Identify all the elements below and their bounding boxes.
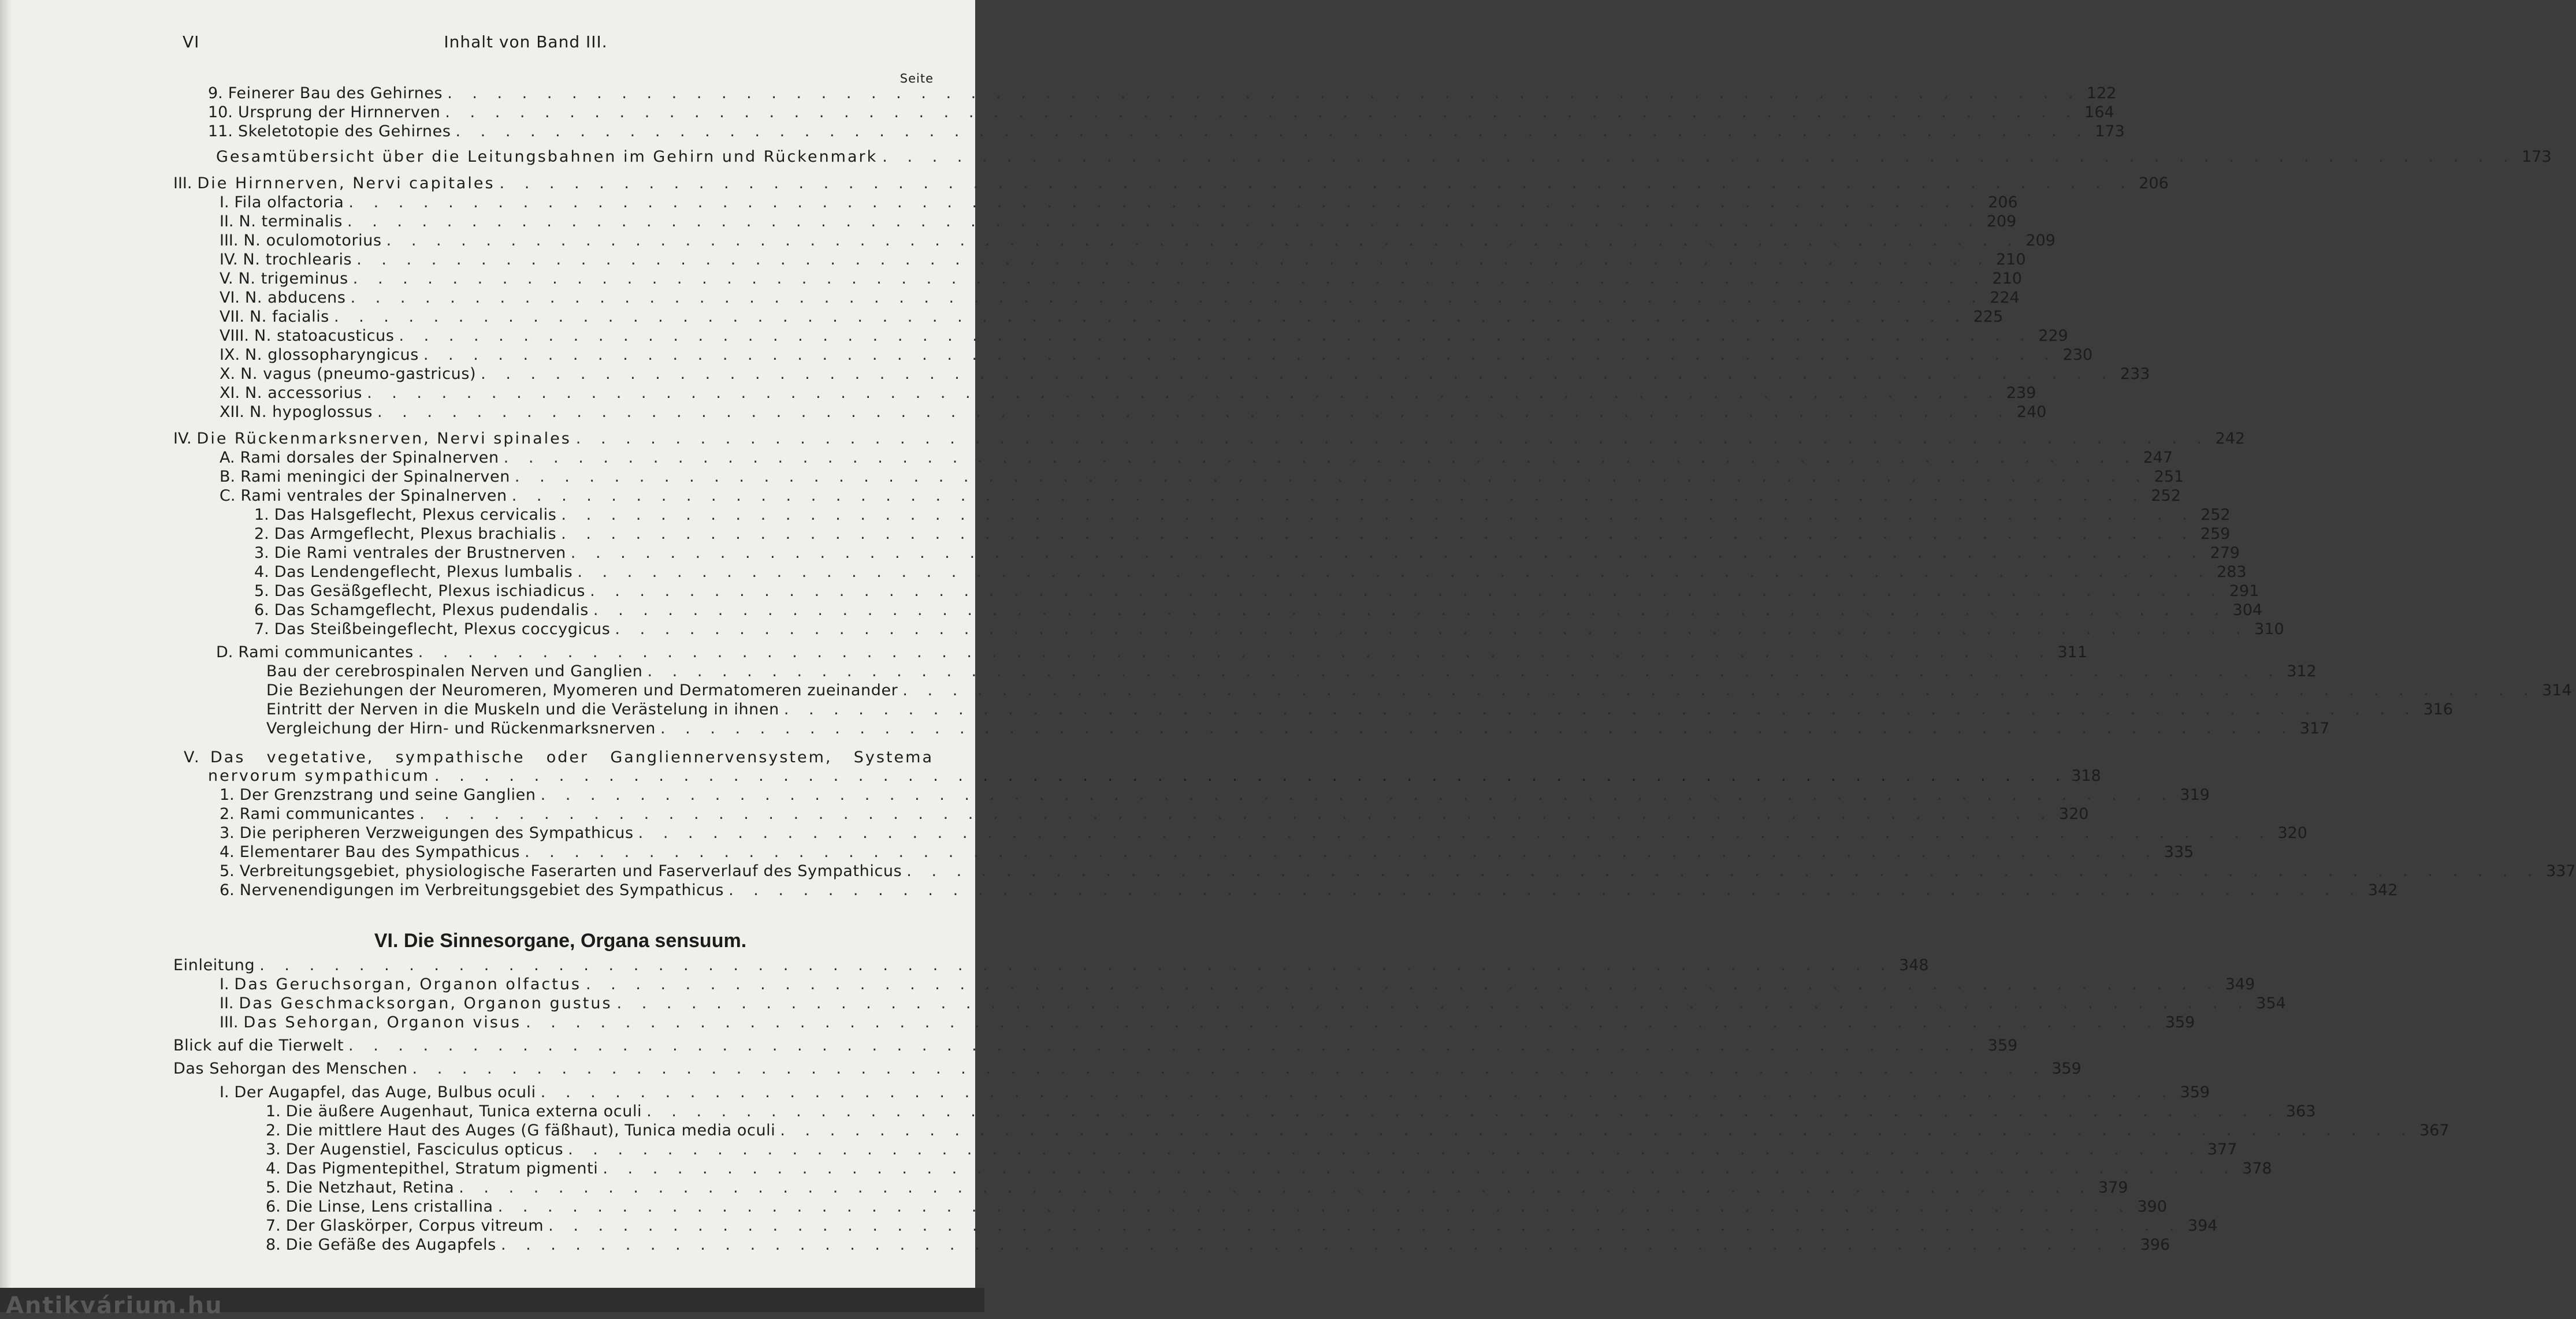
dot-leader: . . . . . . . . . . . . . . . . . . . . . . . . . . . . . . . . . . . . . . . . . . . . . . . . . . . . . . . . . . . . . . . . . . (511, 487, 2146, 505)
toc-entry-number: B. (220, 468, 236, 486)
toc-entry-label: Das Gesäßgeflecht, Plexus ischiadicus (274, 582, 586, 600)
toc-entry-label: Elementarer Bau des Sympathicus (239, 843, 520, 861)
toc-entry (220, 270, 2023, 288)
toc-entry-label: N. oculomotorius (243, 232, 382, 249)
dot-leader: . . . . . . . . . . . . . . . . . . . . . . . . . . . . . . . . . . . . . . . . . . . . . . . . . . . . . . . . . . . . . . . . . . (434, 767, 2068, 785)
toc-entry-number: 6. (220, 881, 235, 899)
toc-entry-page: 247 (2143, 449, 2173, 467)
dot-leader: . . . . . . . . . . . . . . . . . . . . . . . . . . . . . . . . . . . . . . . . . . . . . . . . . . . . . . . . . . . . . . . . . . (780, 1121, 2414, 1139)
toc-entry-label: Das Pigmentepithel, Stratum pigmenti (285, 1160, 599, 1178)
toc-entry-number: 3. (220, 824, 235, 842)
toc-entry-number: 6. (266, 1198, 281, 1216)
toc-entry-page: 209 (2025, 232, 2055, 249)
toc-entry-number: XII. (220, 403, 245, 421)
toc-entry-label-line1: Das vegetative, sympathische oder Gangliennervensystem, Systema (210, 748, 934, 766)
dot-leader: . . . . . . . . . . . . . . . . . . . . . . . . . . . . . . . . . . . . . . . . . . . . . . . . . . . . . . . . . . . . . . . . . . (455, 122, 2089, 140)
toc-entry (220, 232, 2055, 250)
toc-entry-label: Das Sehorgan des Menschen (173, 1060, 408, 1078)
dot-leader: . . . . . . . . . . . . . . . . . . . . . . . . . . . . . . . . . . . . . . . . . . . . . . . . . . . . . . . . . . . . . . . . . . (646, 1102, 2280, 1120)
toc-entry (216, 643, 2088, 662)
toc-entry-label: Das Geruchsorgan, Organon olfactus (234, 975, 581, 993)
toc-entry-page: 320 (2058, 805, 2089, 823)
toc-entry-number: 1. (254, 506, 269, 524)
toc-entry-label: Das Sehorgan, Organon visus (243, 1014, 522, 1031)
toc-entry-number: 5. (254, 582, 269, 600)
dot-leader: . . . . . . . . . . . . . . . . . . . . . . . . . . . . . . . . . . . . . . . . . . . . . . . . . . . . . . . . . . . . . . . . . . (603, 1160, 2236, 1178)
dot-leader: . . . . . . . . . . . . . . . . . . . . . . . . . . . . . . . . . . . . . . . . . . . . . . . . . . . . . . . . . . . . . . . . . . (577, 563, 2211, 581)
toc-entry-page: 377 (2207, 1141, 2237, 1158)
dot-leader: . . . . . . . . . . . . . . . . . . . . . . . . . . . . . . . . . . . . . . . . . . . . . . . . . . . . . . . . . . . . . . . . . . (497, 1198, 2132, 1216)
toc-entry-label: Rami communicantes (238, 643, 414, 661)
toc-entry-label: Der Glaskörper, Corpus vitreum (285, 1217, 544, 1235)
toc-entry-page: 310 (2254, 620, 2284, 638)
toc-entry (220, 251, 2026, 269)
toc-entry-label: Das Halsgeflecht, Plexus cervicalis (274, 506, 557, 524)
toc-entry-label: Rami dorsales der Spinalnerven (240, 449, 499, 467)
toc-entry-number: 10. (208, 103, 233, 121)
toc-entry-number: I. (220, 1083, 229, 1101)
toc-entry (254, 563, 2247, 582)
dot-leader: . . . . . . . . . . . . . . . . . . . . . . . . . . . . . . . . . . . . . . . . . . . . . . . . . . . . . . . . . . . . . . . . . . (615, 620, 2248, 638)
toc-entry-page: 229 (2038, 327, 2068, 345)
toc-entry (220, 193, 2018, 212)
watermark: Antikvárium.hu (6, 1292, 223, 1319)
toc-entry-page: 311 (2057, 643, 2088, 661)
toc-entry-page: 252 (2151, 487, 2181, 505)
dot-leader: . . . . . . . . . . . . . . . . . . . . . . . . . . . . . . . . . . . . . . . . . . . . . . . . . . . . . . . . . . . . . . . . . . (902, 681, 2536, 699)
toc-entry-label: Die Linse, Lens cristallina (285, 1198, 493, 1216)
toc-entry-label: N. terminalis (239, 213, 343, 230)
toc-entry-page: 359 (2165, 1014, 2195, 1031)
toc-entry-page: 319 (2180, 786, 2210, 804)
toc-entry-page: 210 (1995, 251, 2026, 269)
toc-entry-number: A. (220, 449, 235, 467)
toc-entry-number: 2. (254, 525, 269, 543)
dot-leader: . . . . . . . . . . . . . . . . . . . . . . . . . . . . . . . . . . . . . . . . . . . . . . . . . . . . . . . . . . . . . . . . . . (593, 601, 2227, 619)
toc-entry-label: Das Schamgeflecht, Plexus pudendalis (274, 601, 589, 619)
toc-entry-page: 363 (2285, 1102, 2316, 1120)
toc-entry-number: II. (220, 994, 234, 1012)
toc-entry-label: N. statoacusticus (254, 327, 395, 345)
toc-entry-number: II. (220, 213, 234, 230)
toc-entry-label: Ursprung der Hirnnerven (237, 103, 441, 121)
toc-entry-page: 122 (2086, 84, 2117, 102)
toc-entry (220, 449, 2173, 467)
toc-entry-page: 251 (2154, 468, 2184, 486)
toc-entry-page: 367 (2419, 1121, 2449, 1139)
toc-entry-number: X. (220, 365, 236, 383)
toc-entry-number: D. (216, 643, 233, 661)
dot-leader: . . . . . . . . . . . . . . . . . . . . . . . . . . . . . . . . . . . . . . . . . . . . . . . . . . . . . . . . . . . . . . . . . . (259, 956, 1893, 974)
dot-leader: . . . . . . . . . . . . . . . . . . . . . . . . . . . . . . . . . . . . . . . . . . . . . . . . . . . . . . . . . . . . . . . . . . (352, 270, 1987, 288)
toc-entry-page: 320 (2277, 824, 2307, 842)
toc-entry-label: Das Armgeflecht, Plexus brachialis (274, 525, 557, 543)
dot-leader: . . . . . . . . . . . . . . . . . . . . . . . . . . . . . . . . . . . . . . . . . . . . . . . . . . . . . . . . . . . . . . . . . . (412, 1060, 2046, 1078)
toc-entry-number: V. (184, 748, 201, 766)
toc-entry (266, 1198, 2168, 1216)
dot-leader: . . . . . . . . . . . . . . . . . . . . . . . . . . . . . . . . . . . . . . . . . . . . . . . . . . . . . . . . . . . . . . . . . . (514, 468, 2148, 486)
dot-leader: . . . . . . . . . . . . . . . . . . . . . . . . . . . . . . . . . . . . . . . . . . . . . . . . . . . . . . . . . . . . . . . . . . (347, 213, 1981, 230)
toc-entry-page: 252 (2200, 506, 2231, 524)
toc-entry (220, 1083, 2210, 1102)
toc-entry-page: 225 (1973, 308, 2003, 326)
toc-entry-page: 173 (2522, 148, 2552, 166)
page-number: VI (183, 32, 200, 51)
toc-entry-number: 4. (266, 1160, 281, 1178)
dot-leader: . . . . . . . . . . . . . . . . . . . . . . . . . . . . . . . . . . . . . . . . . . . . . . . . . . . . . . . . . . . . . . . . . . (660, 720, 2294, 737)
toc-entry (220, 881, 2398, 900)
toc-entry-label: Die Rami ventrales der Brustnerven (274, 544, 566, 562)
toc-entry-label: Vergleichung der Hirn- und Rückenmarksnerven (266, 720, 656, 737)
toc-entry-number: I. (220, 975, 229, 993)
toc-entry (173, 1060, 2081, 1078)
toc-entry-page: 312 (2287, 662, 2317, 680)
toc-entry-label: Verbreitungsgebiet, physiologische Faserarten und Faserverlauf des Sympathicus (239, 862, 902, 880)
dot-leader: . . . . . . . . . . . . . . . . . . . . . . . . . . . . . . . . . . . . . . . . . . . . . . . . . . . . . . . . . . . . . . . . . . (561, 506, 2195, 524)
toc-entry-label-line2: nervorum sympathicum (208, 767, 430, 785)
toc-entry-page: 394 (2187, 1217, 2218, 1235)
toc-entry-label: Der Grenzstrang und seine Ganglien (239, 786, 536, 804)
dot-leader: . . . . . . . . . . . . . . . . . . . . . . . . . . . . . . . . . . . . . . . . . . . . . . . . . . . . . . . . . . . . . . . . . . (423, 346, 2057, 364)
toc-entry (220, 213, 2017, 231)
toc-entry-page: 206 (2139, 174, 2169, 192)
toc-entry (208, 103, 2114, 122)
dot-leader: . . . . . . . . . . . . . . . . . . . . . . . . . . . . . . . . . . . . . . . . . . . . . . . . . . . . . . . . . . . . . . . . . . (570, 544, 2205, 562)
toc-entry-page: 242 (2215, 430, 2246, 448)
toc-entry-page: 230 (2062, 346, 2093, 364)
toc-entry-label: Das Lendengeflecht, Plexus lumbalis (274, 563, 573, 581)
toc-entry-page: 279 (2210, 544, 2240, 562)
toc-entry-label: Die Beziehungen der Neuromeren, Myomeren und Dermatomeren zueinander (266, 681, 898, 699)
toc-entry-label: Skeletotopie des Gehirnes (237, 122, 451, 140)
toc-entry-label: N. accessorius (245, 384, 363, 402)
toc-entry (173, 1037, 2018, 1055)
toc-entry (266, 720, 2330, 738)
toc-entry-label: Bau der cerebrospinalen Nerven und Ganglien (266, 662, 643, 680)
dot-leader: . . . . . . . . . . . . . . . . . . . . . . . . . . . . . . . . . . . . . . . . . . . . . . . . . . . . . . . . . . . . . . . . . . (647, 662, 2281, 680)
toc-entry-number: IV. (220, 251, 238, 269)
toc-entry (220, 824, 2307, 843)
toc-entry (266, 1236, 2170, 1254)
toc-entry (220, 327, 2068, 345)
toc-entry-label: Rami meningici der Spinalnerven (240, 468, 510, 486)
dot-leader: . . . . . . . . . . . . . . . . . . . . . . . . . . . . . . . . . . . . . . . . . . . . . . . . . . . . . . . . . . . . . . . . . . (350, 289, 1984, 307)
toc-entry-number: 3. (266, 1141, 281, 1158)
dot-leader: . . . . . . . . . . . . . . . . . . . . . . . . . . . . . . . . . . . . . . . . . . . . . . . . . . . . . . . . . . . . . . . . . . (333, 308, 1968, 326)
toc-entry-page: 240 (2016, 403, 2047, 421)
toc-entry (220, 786, 2210, 804)
toc-section-heading (173, 174, 2169, 193)
dot-leader: . . . . . . . . . . . . . . . . . . . . . . . . . . . . . . . . . . . . . . . . . . . . . . . . . . . . . . . . . . . . . . . . . . (590, 582, 2224, 600)
toc-entry-page: 164 (2084, 103, 2114, 121)
dot-leader: . . . . . . . . . . . . . . . . . . . . . . . . . . . . . . . . . . . . . . . . . . . . . . . . . . . . . . . . . . . . . . . . . . (561, 525, 2195, 543)
toc-entry (220, 487, 2181, 505)
toc-entry (220, 1014, 2195, 1032)
toc-entry (254, 582, 2259, 601)
dot-leader: . . . . . . . . . . . . . . . . . . . . . . . . . . . . . . . . . . . . . . . . . . . . . . . . . . . . . . . . . . . . . . . . . . (386, 232, 2020, 249)
toc-entry (220, 289, 2020, 307)
toc-entry-page: 396 (2140, 1236, 2170, 1254)
toc-entry-number: 9. (208, 84, 223, 102)
toc-entry (220, 994, 2286, 1013)
toc-entry (254, 506, 2231, 524)
toc-entry-label: Die Rückenmarksnerven, Nervi spinales (196, 430, 571, 448)
toc-entry (266, 1160, 2272, 1178)
toc-entry-number: 3. (254, 544, 269, 562)
toc-entry-page: 348 (1899, 956, 1929, 974)
toc-entry-number: 6. (254, 601, 269, 619)
toc-entry-label: Nervenendigungen im Verbreitungsgebiet des Sympathicus (239, 881, 724, 899)
dot-leader: . . . . . . . . . . . . . . . . . . . . . . . . . . . . . . . . . . . . . . . . . . . . . . . . . . . . . . . . . . . . . . . . . . (548, 1217, 2182, 1235)
toc-entry-page: 291 (2229, 582, 2259, 600)
toc-entry-page: 354 (2256, 994, 2286, 1012)
toc-entry (220, 975, 2255, 994)
toc-entry-label: Feinerer Bau des Gehirnes (228, 84, 443, 102)
toc-entry (220, 403, 2047, 422)
toc-entry-number: 4. (220, 843, 235, 861)
toc-entry-page: 359 (2180, 1083, 2210, 1101)
toc-entry (254, 620, 2284, 639)
dot-leader: . . . . . . . . . . . . . . . . . . . . . . . . . . . . . . . . . . . . . . . . . . . . . . . . . . . . . . . . . . . . . . . . . . (638, 824, 2272, 842)
toc-entry-label: Blick auf die Tierwelt (173, 1037, 344, 1055)
toc-entry-number: IX. (220, 346, 240, 364)
toc-entry-overview (216, 148, 2552, 166)
dot-leader: . . . . . . . . . . . . . . . . . . . . . . . . . . . . . . . . . . . . . . . . . . . . . . . . . . . . . . . . . . . . . . . . . . (783, 701, 2418, 718)
toc-entry-page: 359 (1987, 1037, 2018, 1055)
dot-leader: . . . . . . . . . . . . . . . . . . . . . . . . . . . . . . . . . . . . . . . . . . . . . . . . . . . . . . . . . . . . . . . . . . (616, 994, 2250, 1012)
dot-leader: . . . . . . . . . . . . . . . . . . . . . . . . . . . . . . . . . . . . . . . . . . . . . . . . . . . . . . . . . . . . . . . . . . (377, 403, 2011, 421)
dot-leader: . . . . . . . . . . . . . . . . . . . . . . . . . . . . . . . . . . . . . . . . . . . . . . . . . . . . . . . . . . . . . . . . . . (540, 1083, 2174, 1101)
toc-entry-label: N. hypoglossus (250, 403, 373, 421)
toc-entry-page: 318 (2071, 767, 2101, 785)
toc-entry-page: 359 (2051, 1060, 2081, 1078)
toc-entry (208, 122, 2125, 141)
toc-entry-label: N. glossopharyngicus (245, 346, 419, 364)
toc-entry (266, 662, 2317, 681)
toc-entry-page: 206 (1988, 193, 2018, 211)
toc-entry (266, 1102, 2316, 1121)
part-heading: VI. Die Sinnesorgane, Organa sensuum. (374, 930, 747, 952)
toc-entry-label: Rami communicantes (239, 805, 415, 823)
toc-entry-number: 7. (266, 1217, 281, 1235)
toc-entry-number: I. (220, 193, 229, 211)
toc-entry-number: 11. (208, 122, 233, 140)
toc-entry-page: 316 (2423, 701, 2454, 718)
toc-entry (220, 384, 2036, 403)
toc-entry (220, 365, 2150, 383)
toc-entry-label: N. trochlearis (243, 251, 352, 269)
toc-entry-label: Einleitung (173, 956, 255, 974)
toc-entry-number: XI. (220, 384, 240, 402)
toc-entry-number: 2. (266, 1121, 281, 1139)
toc-entry-page: 335 (2164, 843, 2194, 861)
toc-entry-number: 1. (266, 1102, 281, 1120)
toc-entry-page: 337 (2546, 862, 2576, 880)
dot-leader: . . . . . . . . . . . . . . . . . . . . . . . . . . . . . . . . . . . . . . . . . . . . . . . . . . . . . . . . . . . . . . . . . . (348, 193, 1982, 211)
toc-entry-label: Das Steißbeingeflecht, Plexus coccygicus (274, 620, 611, 638)
running-head-title: Inhalt von Band III. (444, 32, 608, 51)
toc-entry-number: V. (220, 270, 233, 288)
toc-entry-label: Die Gefäße des Augapfels (285, 1236, 496, 1254)
toc-section-heading-multiline (184, 748, 2101, 785)
toc-entry-number: 1. (220, 786, 235, 804)
toc-entry (220, 805, 2089, 824)
toc-entry-label: N. vagus (pneumo-gastricus) (240, 365, 477, 383)
toc-entry-label: Der Augapfel, das Auge, Bulbus oculi (234, 1083, 536, 1101)
toc-entry-page: 224 (1990, 289, 2020, 307)
dot-leader: . . . . . . . . . . . . . . . . . . . . . . . . . . . . . . . . . . . . . . . . . . . . . . . . . . . . . . . . . . . . . . . . . . (585, 975, 2220, 993)
toc-entry (173, 956, 1929, 975)
toc-entry-number: 2. (220, 805, 235, 823)
dot-leader: . . . . . . . . . . . . . . . . . . . . . . . . . . . . . . . . . . . . . . . . . . . . . . . . . . . . . . . . . . . . . . . . . . (348, 1037, 1982, 1055)
toc-entry-number: III. (220, 1014, 239, 1031)
toc-entry-page: 233 (2120, 365, 2150, 383)
dot-leader: . . . . . . . . . . . . . . . . . . . . . . . . . . . . . . . . . . . . . . . . . . . . . . . . . . . . . . . . . . . . . . . . . . (525, 843, 2158, 861)
toc-entry-number: VII. (220, 308, 244, 326)
toc-entry (220, 308, 2003, 326)
toc-entry-number: C. (220, 487, 236, 505)
toc-entry (220, 843, 2194, 862)
toc-section-heading (173, 430, 2246, 448)
toc-entry-number: 5. (220, 862, 235, 880)
toc-entry-page: 317 (2299, 720, 2330, 737)
toc-entry-page: 259 (2200, 525, 2231, 543)
toc-entry (254, 544, 2240, 562)
toc-entry (220, 468, 2184, 486)
dot-leader: . . . . . . . . . . . . . . . . . . . . . . . . . . . . . . . . . . . . . . . . . . . . . . . . . . . . . . . . . . . . . . . . . . (447, 84, 2081, 102)
toc-entry-page: 349 (2225, 975, 2255, 993)
toc-entry-label: N. abducens (245, 289, 346, 307)
toc-entry-label: N. trigeminus (238, 270, 348, 288)
toc-entry (220, 346, 2093, 364)
dot-leader: . . . . . . . . . . . . . . . . . . . . . . . . . . . . . . . . . . . . . . . . . . . . . . . . . . . . . . . . . . . . . . . . . . (481, 365, 2114, 383)
toc-entry-page: 210 (1992, 270, 2023, 288)
toc-entry-page: 173 (2095, 122, 2125, 140)
toc-entry-label: Die peripheren Verzweigungen des Sympathicus (239, 824, 634, 842)
heading-line-2 (184, 767, 2101, 785)
dot-leader: . . . . . . . . . . . . . . . . . . . . . . . . . . . . . . . . . . . . . . . . . . . . . . . . . . . . . . . . . . . . . . . . . . (367, 384, 2001, 402)
toc-entry-number: 4. (254, 563, 269, 581)
dot-leader: . . . . . . . . . . . . . . . . . . . . . . . . . . . . . . . . . . . . . . . . . . . . . . . . . . . . . . . . . . . . . . . . . . (399, 327, 2032, 345)
dot-leader: . . . . . . . . . . . . . . . . . . . . . . . . . . . . . . . . . . . . . . . . . . . . . . . . . . . . . . . . . . . . . . . . . . (540, 786, 2174, 804)
toc-entry (266, 1121, 2449, 1140)
toc-entry-page: 209 (1986, 213, 2017, 230)
toc-entry (208, 84, 2117, 103)
dot-leader: . . . . . . . . . . . . . . . . . . . . . . . . . . . . . . . . . . . . . . . . . . . . . . . . . . . . . . . . . . . . . . . . . . (728, 881, 2362, 899)
toc-entry-label: Gesamtübersicht über die Leitungsbahnen im Gehirn und Rückenmark (216, 148, 878, 166)
dot-leader: . . . . . . . . . . . . . . . . . . . . . . . . . . . . . . . . . . . . . . . . . . . . . . . . . . . . . . . . . . . . . . . . . . (575, 430, 2210, 448)
toc-entry-page: 390 (2137, 1198, 2168, 1216)
toc-entry-page: 304 (2232, 601, 2263, 619)
toc-entry-label: N. facialis (249, 308, 329, 326)
toc-entry-number: 8. (266, 1236, 281, 1254)
toc-entry (266, 1141, 2237, 1159)
toc-entry-label: Eintritt der Nerven in die Muskeln und die Verästelung in ihnen (266, 701, 779, 718)
toc-entry (266, 1179, 2128, 1197)
dot-leader: . . . . . . . . . . . . . . . . . . . . . . . . . . . . . . . . . . . . . . . . . . . . . . . . . . . . . . . . . . . . . . . . . . (459, 1179, 2092, 1197)
toc-entry-label: Die mittlere Haut des Auges (G fäßhaut), Tunica media oculi (285, 1121, 776, 1139)
dot-leader: . . . . . . . . . . . . . . . . . . . . . . . . . . . . . . . . . . . . . . . . . . . . . . . . . . . . . . . . . . . . . . . . . . (418, 643, 2052, 661)
toc-entry (266, 1217, 2218, 1235)
toc-entry-number: III. (220, 232, 239, 249)
dot-leader: . . . . . . . . . . . . . . . . . . . . . . . . . . . . . . . . . . . . . . . . . . . . . . . . . . . . . . . . . . . . . . . . . . (419, 805, 2053, 823)
dot-leader: . . . . . . . . . . . . . . . . . . . . . . . . . . . . . . . . . . . . . . . . . . . . . . . . . . . . . . . . . . . . . . . . . . (526, 1014, 2159, 1031)
toc-entry-page: 239 (2006, 384, 2036, 402)
toc-entry-page: 283 (2217, 563, 2247, 581)
dot-leader: . . . . . . . . . . . . . . . . . . . . . . . . . . . . . . . . . . . . . . . . . . . . . . . . . . . . . . . . . . . . . . . . . . (503, 449, 2138, 467)
seite-column-label: Seite (899, 72, 934, 85)
dot-leader: . . . . . . . . . . . . . . . . . . . . . . . . . . . . . . . . . . . . . . . . . . . . . . . . . . . . . . . . . . . . . . . . . . (499, 174, 2133, 192)
toc-entry-number: VIII. (220, 327, 249, 345)
toc-entry-label: Die Netzhaut, Retina (285, 1179, 455, 1197)
dot-leader: . . . . . . . . . . . . . . . . . . . . . . . . . . . . . . . . . . . . . . . . . . . . . . . . . . . . . . . . . . . . . . . . . . (906, 862, 2540, 880)
dot-leader: . . . . . . . . . . . . . . . . . . . . . . . . . . . . . . . . . . . . . . . . . . . . . . . . . . . . . . . . . . . . . . . . . . (882, 148, 2516, 166)
toc-entry-page: 314 (2542, 681, 2572, 699)
toc-entry (266, 701, 2454, 719)
toc-entry (266, 681, 2572, 700)
toc-entry-label: Das Geschmacksorgan, Organon gustus (239, 994, 612, 1012)
dot-leader: . . . . . . . . . . . . . . . . . . . . . . . . . . . . . . . . . . . . . . . . . . . . . . . . . . . . . . . . . . . . . . . . . . (500, 1236, 2135, 1254)
toc-entry-label: Fila olfactoria (234, 193, 344, 211)
toc-entry-label: Die Hirnnerven, Nervi capitales (197, 174, 495, 192)
toc-entry-label: Die äußere Augenhaut, Tunica externa oculi (285, 1102, 642, 1120)
toc-entry-label: Der Augenstiel, Fasciculus opticus (285, 1141, 564, 1158)
dot-leader: . . . . . . . . . . . . . . . . . . . . . . . . . . . . . . . . . . . . . . . . . . . . . . . . . . . . . . . . . . . . . . . . . . (356, 251, 1990, 269)
toc-entry-number: 5. (266, 1179, 281, 1197)
toc-entry (220, 862, 2576, 881)
toc-entry-page: 342 (2367, 881, 2398, 899)
toc-entry-number: III. (173, 174, 192, 192)
toc-entry-page: 379 (2098, 1179, 2128, 1197)
toc-entry (254, 525, 2231, 543)
toc-entry-page: 378 (2242, 1160, 2272, 1178)
toc-entry-number: 7. (254, 620, 269, 638)
dot-leader: . . . . . . . . . . . . . . . . . . . . . . . . . . . . . . . . . . . . . . . . . . . . . . . . . . . . . . . . . . . . . . . . . . (568, 1141, 2202, 1158)
toc-entry-label: Rami ventrales der Spinalnerven (240, 487, 507, 505)
heading-line-1 (184, 748, 934, 767)
dot-leader: . . . . . . . . . . . . . . . . . . . . . . . . . . . . . . . . . . . . . . . . . . . . . . . . . . . . . . . . . . . . . . . . . . (445, 103, 2079, 121)
toc-entry-number: IV. (173, 430, 192, 448)
page-gutter-shadow (0, 0, 12, 1288)
toc-entry (254, 601, 2263, 620)
toc-entry-number: VI. (220, 289, 240, 307)
